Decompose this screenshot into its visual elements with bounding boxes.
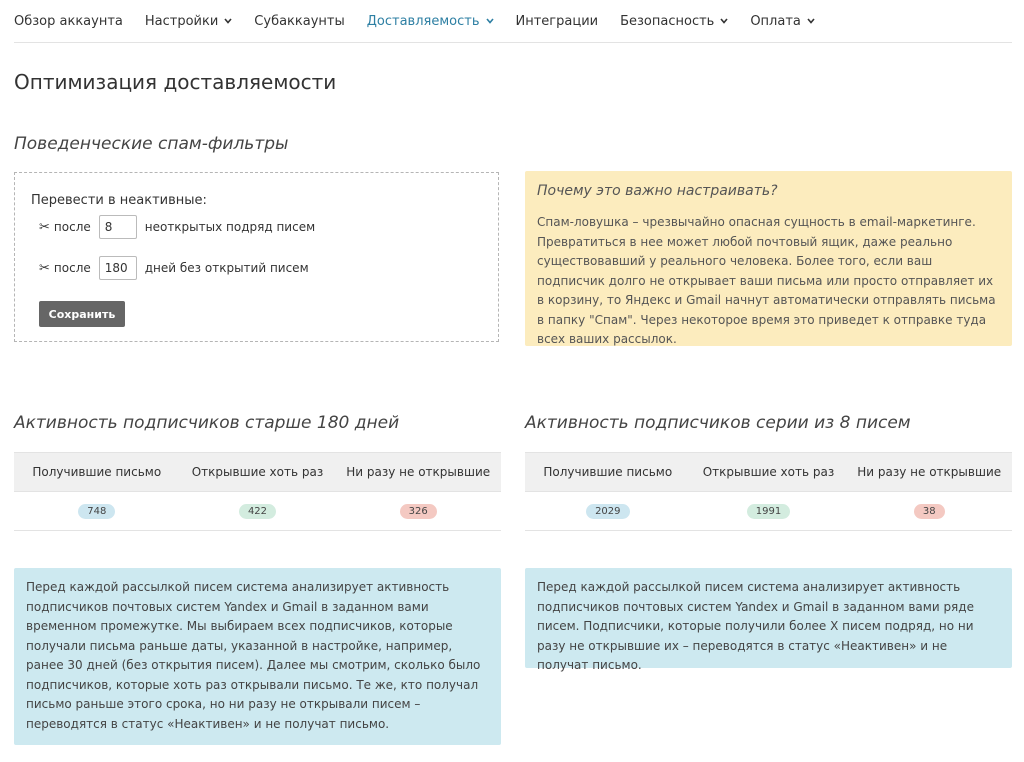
spam-filters-title: Поведенческие спам-фильтры [14,134,289,154]
table-header: Получившие письмо [14,453,180,492]
nav-item-security[interactable] [620,14,728,29]
nav-item-integrations[interactable] [516,14,599,29]
activity-days-info [14,568,501,745]
chevron-down-icon [807,18,815,24]
received-count-badge: 2029 [586,504,629,519]
row-prefix: после [53,261,91,275]
scissors-icon: ✂ [39,219,50,235]
nav-item-label: Обзор аккаунта [14,13,123,29]
chevron-down-icon [224,18,232,24]
table-header: Открывшие хоть раз [691,453,847,492]
save-button[interactable]: Сохранить [39,301,125,327]
opened-count-badge: 1991 [747,504,790,519]
nav-item-payment[interactable] [750,14,815,29]
nav-item-subaccounts[interactable] [254,14,344,29]
activity-series-info-text: Перед каждой рассылкой писем система анализирует активность подписчиков почтовых систем Yandex и Gmail в заданном вами ряде писем. Подписчики, которые получили более X писем подряд, но ни разу не открывшие их – переводятся в статус «Неактивен» и не получат письмо. [537,580,974,672]
table-header: Получившие письмо [525,453,691,492]
nav-item-label: Оплата [750,13,801,29]
table-header-row [14,453,501,492]
top-nav [14,0,1012,43]
nav-item-label: Доставляемость [366,13,480,29]
table-header: Ни разу не открывшие [846,453,1012,492]
table-row [525,492,1012,531]
received-count-badge: 748 [78,504,115,519]
page-title: Оптимизация доставляемости [14,70,337,94]
row-prefix: после [53,220,91,234]
table-header: Открывшие хоть раз [180,453,336,492]
activity-days-table [14,452,501,531]
nav-item-label: Субаккаунты [254,13,345,29]
inactive-days-input[interactable] [99,256,137,280]
activity-series-title: Активность подписчиков серии из 8 писем [525,413,911,433]
unopened-letters-row [39,215,315,239]
nav-item-settings[interactable] [145,14,232,29]
why-important-box [525,171,1012,346]
why-important-title: Почему это важно настраивать? [537,183,778,199]
opened-count-badge: 422 [239,504,276,519]
unopened-letters-input[interactable] [99,215,137,239]
row-suffix: неоткрытых подряд писем [144,220,316,234]
chevron-down-icon [720,18,728,24]
nav-item-label: Безопасность [620,13,715,29]
activity-series-info [525,568,1012,672]
nav-item-label: Настройки [144,13,219,29]
activity-days-title: Активность подписчиков старше 180 дней [14,413,400,433]
row-suffix: дней без открытий писем [144,261,309,275]
activity-series-table [525,452,1012,531]
scissors-icon: ✂ [39,260,50,276]
table-row [14,492,501,531]
table-header-row [525,453,1012,492]
form-label: Перевести в неактивные: [31,193,207,208]
inactive-days-row [39,256,309,280]
nav-item-deliverability[interactable] [367,14,494,29]
chevron-down-icon [486,18,494,24]
table-header: Ни разу не открывшие [335,453,501,492]
nav-item-label: Интеграции [515,13,599,29]
nav-item-account-overview[interactable] [14,14,123,29]
never-opened-count-badge: 326 [400,504,437,519]
activity-days-info-text: Перед каждой рассылкой писем система анализирует активность подписчиков почтовых систем Yandex и Gmail в заданном вами временном промежутке. Мы выбираем всех подписчиков, которые получали письма раньше даты, указанной в настройке, например, ранее 30 дней (без открытия писем). Далее мы смотрим, сколько было подписчиков, которые хоть раз открывали письмо. Те же, кто получал письмо раньше этого срока, но ни разу не открывали писем – переводятся в статус «Неактивен» и не получат письмо. [26,580,481,731]
spam-filter-form [14,172,499,342]
never-opened-count-badge: 38 [914,504,945,519]
why-important-text: Спам-ловушка – чрезвычайно опасная сущность в email-маркетинге. Превратиться в нее может любой почтовый ящик, даже реально существовавший у реального человека. Более того, если ваш подписчик долго не открывает ваши письма или просто отправляет их в корзину, то Яндекс и Gmail начнут автоматически отправлять письма в папку "Спам". Через некоторое время это приведет к отправке туда всех ваших рассылок. [537,215,996,346]
